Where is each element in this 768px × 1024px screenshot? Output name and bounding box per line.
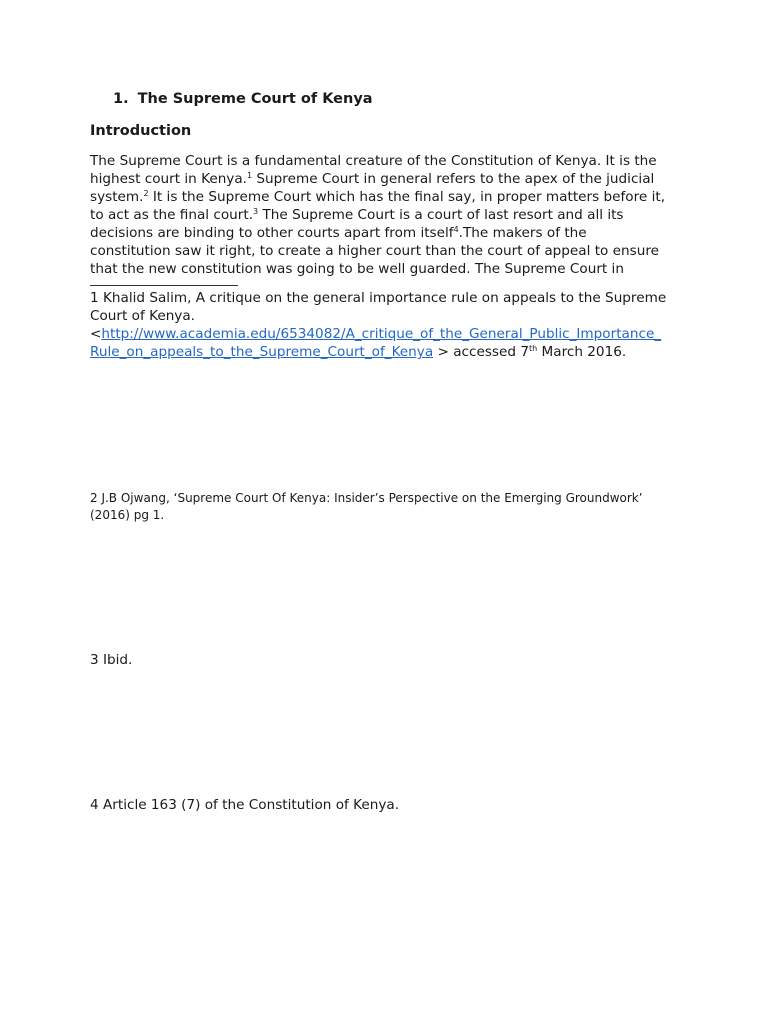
footnote-text: March 2016. <box>537 344 627 360</box>
body-paragraph <box>90 152 690 278</box>
footnote-3: 3 Ibid. <box>90 652 133 668</box>
heading-title: The Supreme Court of Kenya <box>137 91 373 107</box>
footnote-separator <box>90 285 238 286</box>
footnote-line <box>90 343 666 361</box>
footnote-line: 1 Khalid Salim, A critique on the general importance rule on appeals to the Supreme <box>90 290 667 306</box>
numbered-heading <box>113 91 373 107</box>
footnote-text: > accessed 7 <box>433 344 529 360</box>
footnote-line: 2 J.B Ojwang, ‘Supreme Court Of Kenya: Insider’s Perspective on the Emerging Groundwork’ <box>90 491 643 505</box>
footnote-url-link-continued[interactable]: Rule_on_appeals_to_the_Supreme_Court_of_Kenya <box>90 344 434 360</box>
paragraph-line: constitution saw it right, to create a higher court than the court of appeal to ensure <box>90 243 659 259</box>
paragraph-text: It is the Supreme Court which has the final say, in proper matters before it, <box>148 189 666 205</box>
paragraph-line <box>90 206 690 224</box>
paragraph-text: The Supreme Court is a court of last resort and all its <box>258 207 624 223</box>
paragraph-line <box>90 188 690 206</box>
paragraph-text: to act as the final court. <box>90 207 254 223</box>
footnote-ref-2[interactable]: 2 <box>143 189 149 198</box>
url-open-bracket: < <box>90 326 102 342</box>
footnote-line: (2016) pg 1. <box>90 508 165 522</box>
footnote-ref-3[interactable]: 3 <box>253 207 259 216</box>
paragraph-line: that the new constitution was going to be well guarded. The Supreme Court in <box>90 261 624 277</box>
section-title: Introduction <box>90 123 192 139</box>
footnote-2 <box>90 490 643 524</box>
paragraph-text: decisions are binding to other courts apart from itself <box>90 225 454 241</box>
paragraph-text: system. <box>90 189 144 205</box>
footnote-ref-1[interactable]: 1 <box>247 171 253 180</box>
footnote-url-link[interactable]: http://www.academia.edu/6534082/A_critique_of_the_General_Public_Importance_ <box>101 326 662 342</box>
paragraph-line: The Supreme Court is a fundamental creature of the Constitution of Kenya. It is the <box>90 153 657 169</box>
footnote-ref-4[interactable]: 4 <box>453 225 459 234</box>
paragraph-line <box>90 224 690 242</box>
paragraph-line <box>90 170 690 188</box>
heading-number: 1. <box>113 91 129 107</box>
ordinal-suffix: th <box>528 344 538 353</box>
paragraph-text: .The makers of the <box>458 225 587 241</box>
footnote-4: 4 Article 163 (7) of the Constitution of Kenya. <box>90 797 400 813</box>
paragraph-text: highest court in Kenya. <box>90 171 248 187</box>
footnote-line: Court of Kenya. <box>90 308 195 324</box>
footnote-1 <box>90 289 666 361</box>
footnote-line <box>90 325 666 343</box>
paragraph-text: Supreme Court in general refers to the apex of the judicial <box>252 171 655 187</box>
